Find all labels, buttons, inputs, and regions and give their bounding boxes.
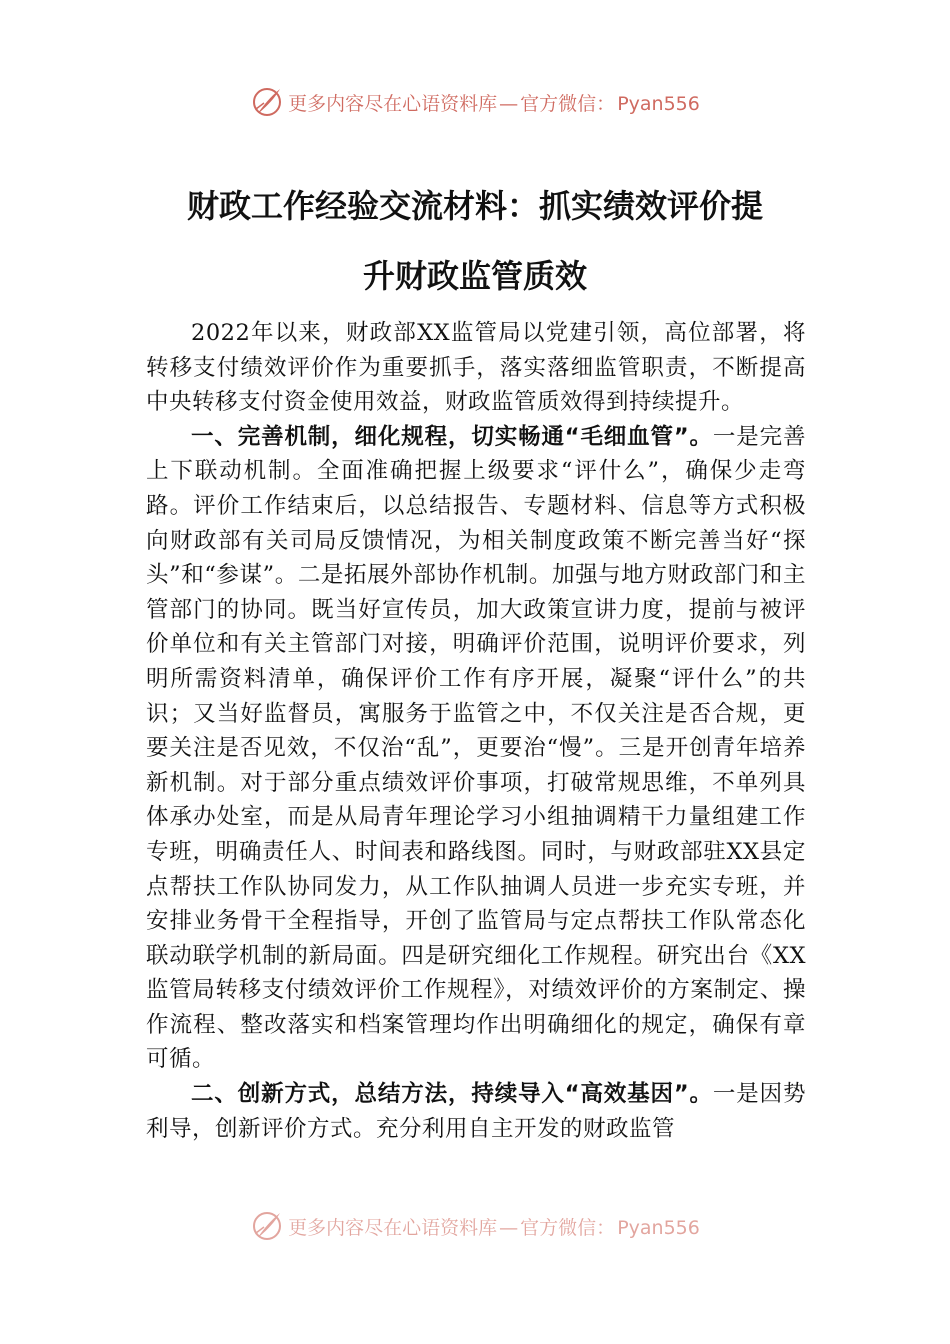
document-title-line-1: 财政工作经验交流材料：抓实绩效评价提 [186, 187, 763, 225]
watermark-separator: — [499, 92, 519, 115]
watermark-library-text: 更多内容尽在心语资料库 [288, 92, 498, 115]
watermark-wechat-id: Pyan556 [617, 1216, 700, 1239]
watermark-library-text: 更多内容尽在心语资料库 [288, 1216, 498, 1239]
watermark-footer [0, 1206, 950, 1246]
paragraph-section-2 [146, 1077, 806, 1146]
document-body [146, 316, 806, 1146]
paragraph-intro [146, 316, 806, 420]
watermark-text [288, 89, 700, 116]
section-2-heading: 二、创新方式，总结方法，持续导入“高效基因”。 [191, 1081, 713, 1108]
watermark-text [288, 1213, 700, 1240]
watermark-header [0, 82, 950, 122]
watermark-separator: — [499, 1216, 519, 1239]
section-1-text: 一是完善上下联动机制。全面准确把握上级要求“评什么”，确保少走弯路。评价工作结束后，以总结报告、专题材料、信息等方式积极向财政部有关司局反馈情况，为相关制度政策不断完善当好“探头”和“参谋”。二是拓展外部协作机制。加强与地方财政部门和主管部门的协同。既当好宣传员，加大政策宣讲力度，提前与被评价单位和有关主管部门对接，明确评价范围，说明评价要求，列明所需资料清单，确保评价工作有序开展，凝聚“评什么”的共识；又当好监督员，寓服务于监管之中，不仅关注是否合规，更要关注是否见效，不仅治“乱”，更要治“慢”。三是开创青年培养新机制。对于部分重点绩效评价事项，打破常规思维，不单列具体承办处室，而是从局青年理论学习小组抽调精干力量组建工作专班，明确责任人、时间表和路线图。同时，与财政部驻XX县定点帮扶工作队协同发力，从工作队抽调人员进一步充实专班，并安排业务骨干全程指导，开创了监管局与定点帮扶工作队常态化联动联学机制的新局面。四是研究细化工作规程。研究出台《XX监管局转移支付绩效评价工作规程》，对绩效评价的方案制定、操作流程、整改落实和档案管理均作出明确细化的规定，确保有章可循。 [146, 423, 806, 1073]
feather-pen-logo-icon [250, 1209, 284, 1243]
section-1-heading: 一、完善机制，细化规程，切实畅通“毛细血管”。 [191, 423, 713, 450]
paragraph-intro-text: 2022年以来，财政部XX监管局以党建引领，高位部署，将转移支付绩效评价作为重要抓手，落实落细监管职责，不断提高中央转移支付资金使用效益，财政监管质效得到持续提升。 [146, 320, 806, 416]
feather-pen-logo-icon [250, 85, 284, 119]
watermark-wechat-label: 官方微信： [520, 1216, 616, 1239]
paragraph-section-1 [146, 420, 806, 1077]
section-2-text: 一是因势利导，创新评价方式。充分利用自主开发的财政监管 [146, 1081, 806, 1142]
document-title-line-2: 升财政监管质效 [362, 257, 587, 295]
watermark-wechat-id: Pyan556 [617, 92, 700, 115]
watermark-wechat-label: 官方微信： [520, 92, 616, 115]
